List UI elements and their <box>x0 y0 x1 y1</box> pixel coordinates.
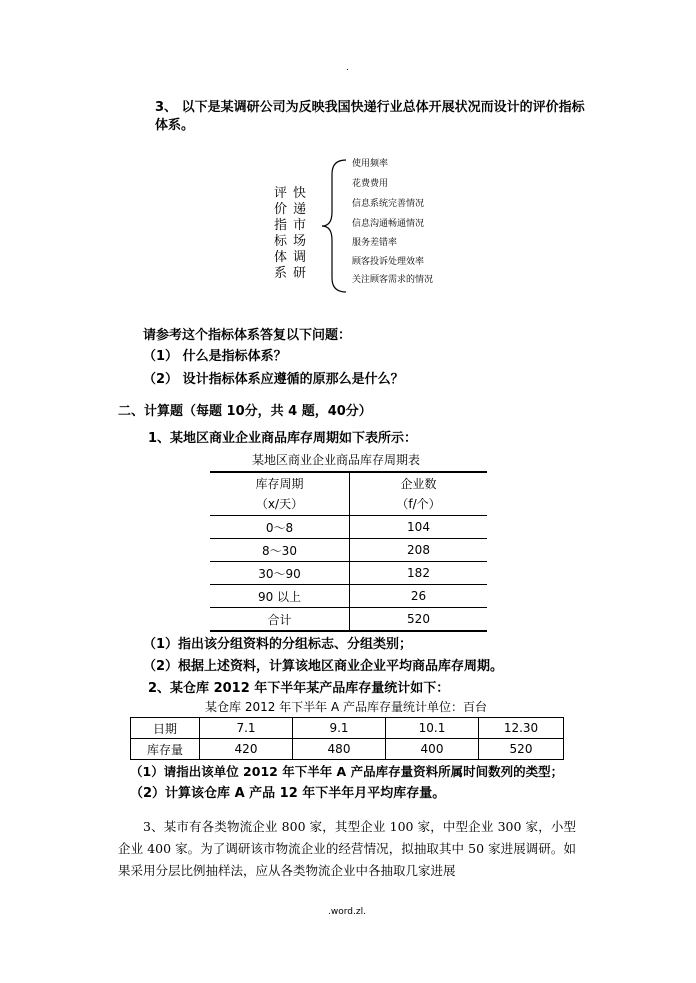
table-cell: 520 <box>350 608 488 632</box>
table-cell: 8～30 <box>210 539 350 562</box>
diagram-char: 体 <box>274 250 288 265</box>
question-3-prompt: 请参考这个指标体系答复以下问题： <box>143 328 352 343</box>
diagram-char: 市 <box>293 218 307 233</box>
table-header-cell <box>210 472 350 516</box>
table-cell: 26 <box>350 585 488 608</box>
header-mark: . <box>346 63 349 73</box>
table-row <box>210 608 487 632</box>
diagram-char: 快 <box>293 186 307 201</box>
header-text: （f/个） <box>396 497 441 511</box>
table-cell: 400 <box>386 739 479 760</box>
table-cell: 库存量 <box>131 739 200 760</box>
diagram-item: 服务差错率 <box>352 238 398 248</box>
diagram-item: 花费费用 <box>352 179 389 189</box>
inventory-cycle-table <box>210 471 487 632</box>
diagram-char: 递 <box>293 202 307 217</box>
diagram-left-col2 <box>293 186 309 282</box>
question-3-sub1: （1） 什么是指标体系？ <box>143 349 287 364</box>
question-1-title: 1、某地区商业企业商品库存周期如下表所示： <box>148 431 418 446</box>
brace-icon <box>320 158 350 294</box>
table-header-row <box>210 472 487 516</box>
diagram-item: 信息沟通畅通情况 <box>352 219 425 229</box>
diagram-item: 信息系统完善情况 <box>352 199 425 209</box>
inventory-table <box>130 717 564 760</box>
table-cell: 12.30 <box>479 718 564 739</box>
table2-caption: 某仓库 2012 年下半年 A 产品库存量统计单位：百台 <box>205 700 488 714</box>
table-row <box>210 562 487 585</box>
table1-caption: 某地区商业企业商品库存周期表 <box>252 453 421 467</box>
question-3b-paragraph: 3、某市有各类物流企业 800 家，其型企业 100 家，中型企业 300 家，小型企业 400 家。为了调研该市物流企业的经营情况，拟抽取其中 50 家进展调研。如果采用分层比例抽样法，应从各类物流企业中各抽取几家进展 <box>118 819 576 878</box>
diagram-char: 系 <box>274 266 288 281</box>
diagram-char: 研 <box>293 266 307 281</box>
table-row <box>210 585 487 608</box>
table-header-cell <box>350 472 488 516</box>
table-cell: 9.1 <box>293 718 386 739</box>
question-1-sub1: （1）指出该分组资料的分组标志、分组类别； <box>143 637 413 652</box>
question-2-sub1: （1）请指出该单位 2012 年下半年 A 产品库存量资料所属时间数列的类型； <box>130 764 564 779</box>
table-cell: 0～8 <box>210 516 350 539</box>
diagram-char: 场 <box>293 234 307 249</box>
question-3-title: 3、 以下是某调研公司为反映我国快递行业总体开展状况而设计的评价指标体系。 <box>155 100 585 133</box>
table-cell: 520 <box>479 739 564 760</box>
diagram-char: 指 <box>274 218 288 233</box>
header-text: 库存周期 <box>255 477 304 491</box>
diagram-item: 使用频率 <box>352 159 389 169</box>
diagram-left-col1 <box>274 186 290 282</box>
diagram-item: 关注顾客需求的情况 <box>352 275 434 285</box>
header-text: （x/天） <box>255 497 304 511</box>
footer-text: .word.zl. <box>328 907 366 917</box>
indicator-diagram <box>272 158 472 293</box>
table-row <box>131 718 564 739</box>
table-cell: 日期 <box>131 718 200 739</box>
section-title: 二、计算题（每题 10分，共 4 题，40分） <box>118 404 372 419</box>
diagram-item: 顾客投诉处理效率 <box>352 257 425 267</box>
diagram-char: 评 <box>274 186 288 201</box>
question-1-sub2: （2）根据上述资料，计算该地区商业企业平均商品库存周期。 <box>143 659 504 674</box>
table-cell: 182 <box>350 562 488 585</box>
table-cell: 30～90 <box>210 562 350 585</box>
diagram-char: 价 <box>274 202 288 217</box>
table-cell: 10.1 <box>386 718 479 739</box>
diagram-char: 调 <box>293 250 307 265</box>
table-row <box>210 516 487 539</box>
table-row <box>210 539 487 562</box>
question-3-sub2: （2） 设计指标体系应遵循的原那么是什么？ <box>143 372 404 387</box>
header-text: 企业数 <box>400 477 437 491</box>
table-cell: 480 <box>293 739 386 760</box>
table-cell: 420 <box>200 739 293 760</box>
table-cell: 合计 <box>210 608 350 632</box>
diagram-char: 标 <box>274 234 288 249</box>
question-2-title: 2、某仓库 2012 年下半年某产品库存量统计如下： <box>148 681 450 696</box>
question-2-sub2: （2）计算该仓库 A 产品 12 年下半年月平均库存量。 <box>130 786 446 801</box>
table-cell: 90 以上 <box>210 585 350 608</box>
table-cell: 104 <box>350 516 488 539</box>
table-cell: 7.1 <box>200 718 293 739</box>
table-row <box>131 739 564 760</box>
table-cell: 208 <box>350 539 488 562</box>
